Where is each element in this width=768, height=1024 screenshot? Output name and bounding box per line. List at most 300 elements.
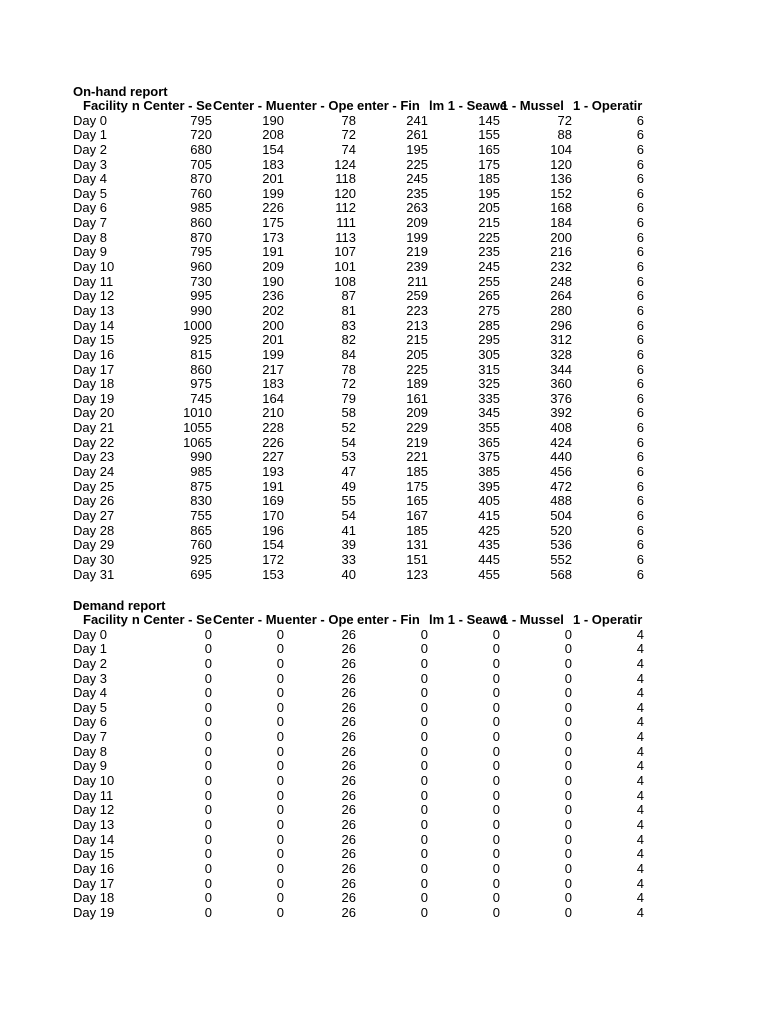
table-row [73,699,644,716]
row-label: Day 10 [73,773,115,789]
table-cell: 4 [636,641,644,657]
table-cell: 405 [478,493,500,509]
table-cell: 40 [341,566,356,582]
table-row [73,200,644,216]
table-cell: 1010 [183,405,212,421]
table-cell: 183 [262,156,284,172]
row-label: Day 12 [73,802,115,818]
table-cell: 74 [341,141,356,157]
header-row [73,98,643,114]
table-row [73,112,644,129]
table-body [73,112,644,583]
table-cell: 0 [492,758,500,774]
table-cell: 154 [262,141,284,157]
table-cell: 0 [204,670,212,686]
table-cell: 0 [420,685,428,701]
table-cell: 705 [190,156,212,172]
table-cell: 211 [407,273,428,289]
table-cell: 107 [334,244,356,260]
table-cell: 0 [492,743,500,759]
table-cell: 860 [190,215,212,231]
table-cell: 26 [341,626,356,642]
table-cell: 131 [406,537,428,553]
table-cell: 227 [262,449,284,465]
table-cell: 145 [478,112,500,128]
table-cell: 118 [335,171,356,187]
table-cell: 255 [478,273,500,289]
table-row [73,127,644,143]
table-row [73,729,644,745]
table-cell: 164 [262,390,284,406]
table-row [73,773,644,789]
table-cell: 0 [276,787,284,803]
table-cell: 154 [262,537,284,553]
table-cell: 191 [262,478,284,494]
row-label: Day 17 [73,875,115,891]
column-header: Center - Mu [213,98,285,113]
table-cell: 275 [478,302,500,318]
row-label: Day 3 [73,670,107,686]
table-cell: 4 [636,846,644,862]
table-cell: 795 [190,244,212,260]
table-cell: 975 [190,376,212,392]
row-label: Day 22 [73,434,115,450]
table-row [73,376,644,392]
table-cell: 504 [550,507,572,523]
column-header: n Center - Se [131,98,212,113]
table-cell: 0 [204,655,212,671]
row-label: Day 21 [73,420,115,436]
table-cell: 0 [492,831,500,847]
column-header: 1 - Mussel [501,612,564,627]
table-cell: 0 [492,860,500,876]
table-cell: 0 [492,655,500,671]
table-cell: 0 [420,699,428,715]
table-cell: 536 [550,537,572,553]
table-cell: 4 [636,875,644,891]
column-header: Facility [83,98,128,113]
table-cell: 0 [420,860,428,876]
table-cell: 0 [492,670,500,686]
table-cell: 0 [492,714,500,730]
row-label: Day 16 [73,346,115,362]
row-label: Day 23 [73,449,115,465]
table-cell: 6 [636,244,644,260]
table-cell: 355 [478,420,500,436]
table-row [73,831,644,848]
table-cell: 112 [335,200,356,216]
table-cell: 815 [190,346,212,362]
row-label: Day 1 [73,641,107,657]
table-cell: 6 [636,200,644,216]
table-cell: 84 [341,346,356,362]
column-header: Center - Mu [213,612,285,627]
table-cell: 195 [478,185,500,201]
table-cell: 0 [420,626,428,642]
table-cell: 720 [190,127,212,143]
row-label: Day 18 [73,890,115,906]
table-cell: 0 [276,729,284,745]
table-cell: 0 [492,685,500,701]
table-row [73,714,644,730]
table-row [73,288,644,304]
table-row [73,685,644,701]
row-label: Day 12 [73,288,115,304]
table-cell: 104 [550,141,572,157]
table-cell: 0 [204,846,212,862]
table-cell: 0 [204,890,212,906]
table-cell: 245 [478,259,500,275]
table-cell: 0 [564,787,572,803]
table-cell: 0 [276,773,284,789]
table-row [73,641,644,657]
table-cell: 53 [341,449,356,465]
table-cell: 264 [550,288,572,304]
row-label: Day 25 [73,478,115,494]
table-cell: 6 [636,405,644,421]
table-cell: 72 [341,127,356,143]
table-cell: 0 [420,773,428,789]
table-cell: 435 [478,537,500,553]
table-cell: 0 [276,890,284,906]
table-row [73,317,644,334]
table-cell: 395 [478,478,500,494]
header-row [73,612,643,628]
table-cell: 72 [557,112,572,128]
table-cell: 111 [336,215,356,231]
table-row [73,390,644,407]
table-cell: 209 [406,405,428,421]
table-cell: 0 [420,890,428,906]
row-label: Day 14 [73,831,115,847]
table-cell: 6 [636,493,644,509]
table-cell: 6 [636,127,644,143]
table-row [73,507,644,524]
table-cell: 568 [550,566,572,582]
table-cell: 193 [262,464,284,480]
table-cell: 0 [204,816,212,832]
row-label: Day 20 [73,405,115,421]
table-cell: 26 [341,758,356,774]
table-cell: 232 [550,259,572,275]
table-cell: 760 [190,185,212,201]
table-cell: 78 [341,112,356,128]
table-cell: 870 [190,229,212,245]
table-cell: 0 [564,729,572,745]
row-label: Day 2 [73,141,107,157]
table-cell: 345 [478,405,500,421]
table-row [73,655,644,672]
table-row [73,171,644,187]
table-cell: 4 [636,802,644,818]
table-cell: 0 [276,714,284,730]
table-cell: 265 [478,288,500,304]
demand-report [73,598,644,920]
table-cell: 228 [262,420,284,436]
table-cell: 328 [550,346,572,362]
row-label: Day 0 [73,112,107,128]
table-cell: 0 [564,890,572,906]
row-label: Day 5 [73,699,107,715]
report-title: On-hand report [73,84,168,99]
table-cell: 39 [341,537,356,553]
table-cell: 0 [420,655,428,671]
table-cell: 0 [276,846,284,862]
table-cell: 325 [478,376,500,392]
table-cell: 151 [406,551,428,567]
table-cell: 4 [636,773,644,789]
table-cell: 0 [276,816,284,832]
column-header: enter - Fin [357,612,420,627]
table-cell: 985 [190,200,212,216]
table-cell: 795 [190,112,212,128]
table-cell: 199 [406,229,428,245]
table-cell: 58 [341,405,356,421]
table-cell: 161 [406,390,428,406]
table-cell: 0 [276,875,284,891]
table-cell: 0 [564,846,572,862]
table-cell: 0 [564,875,572,891]
table-cell: 0 [204,802,212,818]
table-cell: 184 [550,215,572,231]
table-cell: 4 [636,714,644,730]
table-cell: 376 [550,390,572,406]
table-cell: 4 [636,670,644,686]
table-cell: 226 [262,200,284,216]
table-cell: 990 [190,302,212,318]
table-cell: 0 [492,875,500,891]
table-cell: 235 [478,244,500,260]
table-cell: 6 [636,434,644,450]
table-cell: 925 [190,551,212,567]
column-header: 1 - Operatir [573,98,643,113]
table-row [73,405,644,421]
table-row [73,846,644,862]
row-label: Day 19 [73,390,115,406]
table-cell: 0 [564,626,572,642]
table-row [73,259,644,275]
table-cell: 0 [564,743,572,759]
table-cell: 199 [262,185,284,201]
table-cell: 217 [262,361,284,377]
table-cell: 0 [276,743,284,759]
table-cell: 26 [341,787,356,803]
table-cell: 216 [550,244,572,260]
table-cell: 201 [262,171,284,187]
table-cell: 153 [262,566,284,582]
table-cell: 425 [478,522,500,538]
table-cell: 0 [204,626,212,642]
column-header: enter - Ope [285,612,354,627]
table-cell: 49 [341,478,356,494]
table-cell: 365 [478,434,500,450]
table-cell: 0 [564,773,572,789]
table-cell: 78 [341,361,356,377]
table-cell: 6 [636,229,644,245]
table-row [73,185,644,202]
row-label: Day 16 [73,860,115,876]
table-cell: 6 [636,551,644,567]
row-label: Day 2 [73,655,107,671]
table-cell: 0 [492,802,500,818]
row-label: Day 6 [73,200,107,216]
table-cell: 33 [341,551,356,567]
table-cell: 6 [636,332,644,348]
table-cell: 4 [636,904,644,920]
row-label: Day 29 [73,537,115,553]
table-cell: 26 [341,802,356,818]
table-cell: 195 [406,141,428,157]
row-label: Day 28 [73,522,115,538]
table-cell: 0 [492,816,500,832]
table-cell: 6 [636,288,644,304]
table-cell: 0 [492,626,500,642]
table-row [73,743,644,760]
table-cell: 730 [190,273,212,289]
row-label: Day 11 [73,787,114,803]
row-label: Day 10 [73,259,115,275]
table-cell: 170 [262,507,284,523]
table-cell: 225 [406,156,428,172]
table-cell: 6 [636,317,644,333]
table-row [73,361,644,378]
table-cell: 199 [262,346,284,362]
table-cell: 205 [478,200,500,216]
table-cell: 0 [204,685,212,701]
table-cell: 0 [276,685,284,701]
table-row [73,802,644,818]
table-cell: 392 [550,405,572,421]
table-cell: 88 [557,127,572,143]
column-header: n Center - Se [131,612,212,627]
table-cell: 455 [478,566,500,582]
table-row [73,215,644,231]
table-row [73,904,644,921]
table-cell: 6 [636,141,644,157]
column-header: 1 - Mussel [501,98,564,113]
table-cell: 215 [478,215,500,231]
table-cell: 52 [341,420,356,436]
table-cell: 995 [190,288,212,304]
table-cell: 209 [262,259,284,275]
table-cell: 54 [341,507,356,523]
table-cell: 865 [190,522,212,538]
table-cell: 0 [420,670,428,686]
column-header: lm 1 - Seawe [429,612,508,627]
table-cell: 0 [204,773,212,789]
table-row [73,522,644,539]
table-cell: 335 [478,390,500,406]
table-cell: 0 [204,743,212,759]
table-cell: 552 [550,551,572,567]
table-cell: 1000 [183,317,212,333]
table-cell: 189 [406,376,428,392]
table-cell: 0 [492,641,500,657]
table-cell: 0 [420,641,428,657]
table-cell: 175 [262,215,284,231]
table-cell: 0 [204,714,212,730]
table-cell: 26 [341,743,356,759]
table-cell: 0 [204,641,212,657]
table-cell: 6 [636,346,644,362]
table-cell: 229 [406,420,428,436]
table-cell: 205 [406,346,428,362]
table-body [73,626,644,921]
table-cell: 0 [276,904,284,920]
row-label: Day 8 [73,229,107,245]
table-cell: 0 [564,699,572,715]
table-row [73,420,644,436]
table-row [73,302,644,319]
table-cell: 168 [550,200,572,216]
table-cell: 26 [341,846,356,862]
table-cell: 219 [406,434,428,450]
table-cell: 82 [341,332,356,348]
table-cell: 0 [420,758,428,774]
table-cell: 185 [406,522,428,538]
table-cell: 213 [406,317,428,333]
row-label: Day 0 [73,626,107,642]
table-cell: 41 [341,522,356,538]
table-cell: 296 [550,317,572,333]
table-row [73,449,644,465]
table-cell: 219 [406,244,428,260]
table-cell: 4 [636,729,644,745]
table-cell: 0 [276,626,284,642]
row-label: Day 4 [73,171,107,187]
table-cell: 695 [190,566,212,582]
table-cell: 0 [564,758,572,774]
table-row [73,816,644,833]
table-row [73,670,644,687]
table-cell: 456 [550,464,572,480]
table-cell: 0 [276,655,284,671]
table-cell: 925 [190,332,212,348]
table-cell: 0 [420,743,428,759]
table-cell: 239 [406,259,428,275]
table-cell: 190 [262,112,284,128]
table-cell: 760 [190,537,212,553]
table-cell: 210 [262,405,284,421]
table-cell: 4 [636,743,644,759]
table-cell: 236 [262,288,284,304]
table-cell: 745 [190,390,212,406]
column-header: lm 1 - Seawe [429,98,508,113]
table-cell: 0 [564,670,572,686]
table-cell: 0 [204,831,212,847]
table-cell: 196 [262,522,284,538]
table-cell: 4 [636,816,644,832]
table-cell: 0 [420,904,428,920]
table-cell: 0 [564,860,572,876]
table-cell: 223 [406,302,428,318]
row-label: Day 6 [73,714,107,730]
table-cell: 26 [341,714,356,730]
column-header: Facility [83,612,128,627]
table-row [73,566,644,583]
table-cell: 169 [262,493,284,509]
table-row [73,787,644,804]
table-cell: 200 [262,317,284,333]
row-label: Day 15 [73,332,115,348]
table-cell: 4 [636,626,644,642]
table-cell: 26 [341,699,356,715]
table-cell: 0 [420,802,428,818]
table-cell: 26 [341,670,356,686]
table-cell: 124 [334,156,356,172]
table-cell: 312 [550,332,572,348]
table-cell: 72 [341,376,356,392]
